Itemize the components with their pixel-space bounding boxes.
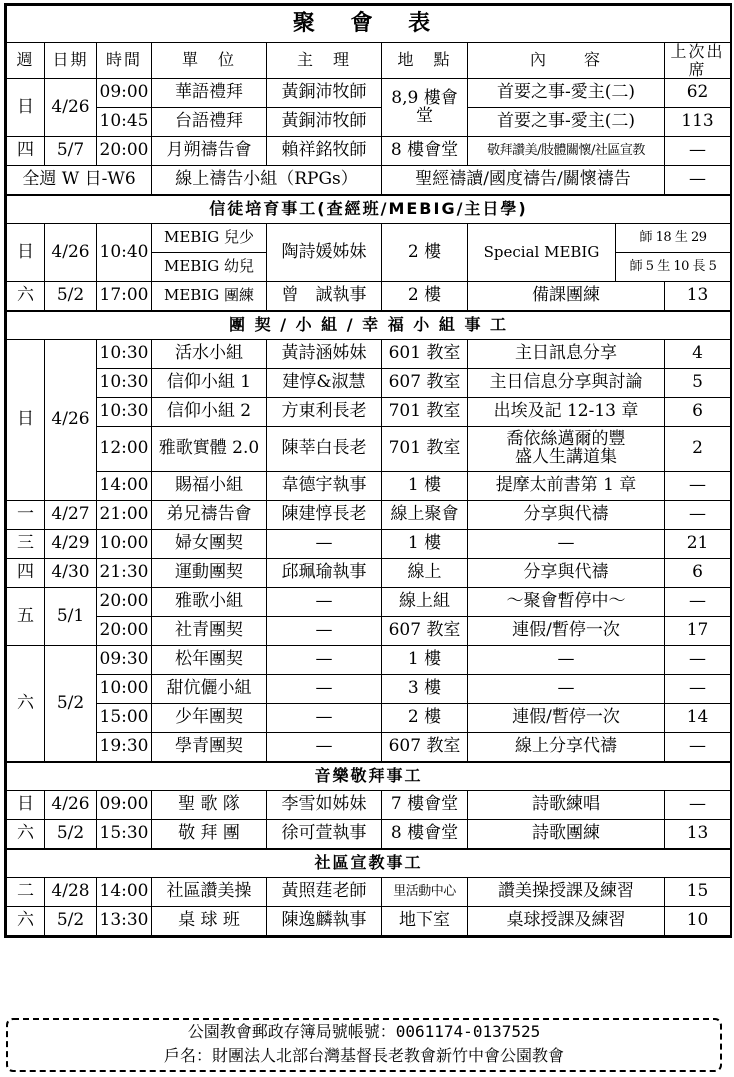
day-cell: 六 (7, 820, 45, 849)
attendance-cell: — (665, 501, 731, 530)
host-cell: 建惇&淑慧 (267, 369, 382, 398)
place-cell: 線上組 (382, 588, 468, 617)
table-row (7, 398, 731, 427)
attendance-cell: 師 18 生 29 (616, 224, 731, 253)
place-cell: 線上 (382, 559, 468, 588)
date-cell: 4/26 (45, 224, 97, 282)
header-host: 主 理 (267, 43, 382, 79)
table-row (7, 617, 731, 646)
content-cell: 詩歌團練 (468, 820, 665, 849)
content-cell: 連假/暫停一次 (468, 617, 665, 646)
attendance-cell: — (665, 137, 731, 166)
table-row (7, 878, 731, 907)
place-cell: 2 樓 (382, 282, 468, 311)
unit-cell: 社區讚美操 (152, 878, 267, 907)
host-cell: 黃銅沛牧師 (267, 79, 382, 108)
attendance-cell: — (665, 472, 731, 501)
unit-cell: 信仰小組 1 (152, 369, 267, 398)
time-cell: 20:00 (97, 588, 152, 617)
day-cell: 日 (7, 340, 45, 501)
attendance-cell: 13 (665, 820, 731, 849)
place-cell: 601 教室 (382, 340, 468, 369)
time-cell: 10:40 (97, 224, 152, 282)
unit-cell: 運動團契 (152, 559, 267, 588)
attendance-cell: 5 (665, 369, 731, 398)
host-cell: 賴祥銘牧師 (267, 137, 382, 166)
account-name-line: 戶名：財團法人北部台灣基督長老教會新竹中會公園教會 (163, 1046, 564, 1065)
time-cell: 17:00 (97, 282, 152, 311)
date-cell: 5/2 (45, 907, 97, 936)
time-cell: 21:00 (97, 501, 152, 530)
host-cell: 陳建惇長老 (267, 501, 382, 530)
table-row (7, 369, 731, 398)
attendance-cell: — (665, 166, 731, 195)
content-cell: 連假/暫停一次 (468, 704, 665, 733)
time-cell: 10:00 (97, 530, 152, 559)
day-cell: 二 (7, 878, 45, 907)
unit-cell: 活水小組 (152, 340, 267, 369)
content-cell: 聖經禱讀/國度禱告/關懷禱告 (382, 166, 665, 195)
content-cell: 分享與代禱 (468, 501, 665, 530)
time-cell: 13:30 (97, 907, 152, 936)
section-heading-community: 社區宣教事工 (7, 849, 731, 878)
content-cell: 敬拜讚美/肢體關懷/社區宣教 (468, 137, 665, 166)
time-cell: 19:30 (97, 733, 152, 762)
time-cell: 09:00 (97, 791, 152, 820)
unit-cell: 婦女團契 (152, 530, 267, 559)
worship-place: 8,9 樓會堂 (382, 79, 468, 137)
unit-cell: 雅歌小組 (152, 588, 267, 617)
place-cell: 3 樓 (382, 675, 468, 704)
place-cell: 2 樓 (382, 224, 468, 282)
content-cell: 出埃及記 12-13 章 (468, 398, 665, 427)
day-cell: 六 (7, 907, 45, 936)
table-row (7, 675, 731, 704)
place-cell: 8 樓會堂 (382, 137, 468, 166)
content-cell: ～聚會暫停中～ (468, 588, 665, 617)
day-cell: 六 (7, 646, 45, 762)
place-cell: 1 樓 (382, 530, 468, 559)
place-cell: 8 樓會堂 (382, 820, 468, 849)
table-row (7, 224, 731, 253)
unit-cell: 台語禮拜 (152, 108, 267, 137)
day-cell: 日 (7, 791, 45, 820)
attendance-cell: 21 (665, 530, 731, 559)
postal-account-line: 公園教會郵政存簿局號帳號：0061174-0137525 (187, 1022, 541, 1041)
time-cell: 14:00 (97, 472, 152, 501)
time-cell: 10:30 (97, 369, 152, 398)
attendance-cell: — (665, 588, 731, 617)
attendance-cell: — (665, 791, 731, 820)
table-row (7, 733, 731, 762)
content-cell: 首要之事-愛主(二) (468, 79, 665, 108)
host-cell: 陶詩媛姊妹 (267, 224, 382, 282)
place-cell: 701 教室 (382, 427, 468, 472)
host-cell: — (267, 617, 382, 646)
content-cell: 主日訊息分享 (468, 340, 665, 369)
content-cell: 詩歌練唱 (468, 791, 665, 820)
date-cell: 5/7 (45, 137, 97, 166)
time-cell: 20:00 (97, 617, 152, 646)
table-row (7, 340, 731, 369)
unit-cell: 甜伉儷小組 (152, 675, 267, 704)
place-cell: 607 教室 (382, 369, 468, 398)
place-cell: 1 樓 (382, 646, 468, 675)
table-row (7, 427, 731, 472)
place-cell: 線上聚會 (382, 501, 468, 530)
host-cell: — (267, 646, 382, 675)
time-cell: 20:00 (97, 137, 152, 166)
place-cell: 1 樓 (382, 472, 468, 501)
unit-cell: 華語禮拜 (152, 79, 267, 108)
date-cell: 4/28 (45, 878, 97, 907)
time-cell: 10:30 (97, 340, 152, 369)
table-row (7, 472, 731, 501)
day-cell: 一 (7, 501, 45, 530)
table-row (7, 137, 731, 166)
attendance-cell: 13 (665, 282, 731, 311)
unit-cell: 月朔禱告會 (152, 137, 267, 166)
content-cell: 桌球授課及練習 (468, 907, 665, 936)
table-row (7, 79, 731, 108)
date-cell: 4/29 (45, 530, 97, 559)
attendance-cell: — (665, 646, 731, 675)
schedule-title: 聚 會 表 (7, 6, 731, 43)
host-cell: 韋德宇執事 (267, 472, 382, 501)
header-content: 內 容 (468, 43, 665, 79)
attendance-cell: 113 (665, 108, 731, 137)
unit-cell: 學青團契 (152, 733, 267, 762)
table-row (7, 646, 731, 675)
unit-cell: MEBIG 團練 (152, 282, 267, 311)
content-cell: — (468, 675, 665, 704)
day-cell: 四 (7, 559, 45, 588)
header-week: 週 (7, 43, 45, 79)
table-row (7, 166, 731, 195)
table-row (7, 704, 731, 733)
table-row (7, 791, 731, 820)
host-cell: — (267, 588, 382, 617)
unit-cell: 松年團契 (152, 646, 267, 675)
unit-cell: 聖 歌 隊 (152, 791, 267, 820)
place-cell: 607 教室 (382, 617, 468, 646)
unit-cell: 雅歌實體 2.0 (152, 427, 267, 472)
unit-cell: 信仰小組 2 (152, 398, 267, 427)
content-cell: 喬依絲邁爾的豐盛人生講道集 (468, 427, 665, 472)
day-cell: 五 (7, 588, 45, 646)
header-place: 地 點 (382, 43, 468, 79)
header-unit: 單 位 (152, 43, 267, 79)
date-cell: 5/2 (45, 646, 97, 762)
host-cell: 陳逸麟執事 (267, 907, 382, 936)
time-cell: 10:00 (97, 675, 152, 704)
header-time: 時間 (97, 43, 152, 79)
unit-cell: 敬 拜 團 (152, 820, 267, 849)
unit-cell: MEBIG 幼兒 (152, 253, 267, 282)
content-cell: 分享與代禱 (468, 559, 665, 588)
date-cell: 5/2 (45, 282, 97, 311)
table-row (7, 559, 731, 588)
host-cell: 黃銅沛牧師 (267, 108, 382, 137)
host-cell: — (267, 530, 382, 559)
host-cell: — (267, 675, 382, 704)
content-cell: 提摩太前書第 1 章 (468, 472, 665, 501)
day-cell: 三 (7, 530, 45, 559)
unit-cell: 桌 球 班 (152, 907, 267, 936)
online-prayer-week-range: 全週 W 日-W6 (7, 166, 152, 195)
section-heading-music: 音樂敬拜事工 (7, 762, 731, 791)
place-cell: 2 樓 (382, 704, 468, 733)
date-cell: 5/1 (45, 588, 97, 646)
attendance-cell: — (665, 675, 731, 704)
unit-cell: 弟兄禱告會 (152, 501, 267, 530)
content-cell: — (468, 530, 665, 559)
table-row (7, 282, 731, 311)
time-cell: 12:00 (97, 427, 152, 472)
content-cell: 線上分享代禱 (468, 733, 665, 762)
date-cell: 4/26 (45, 791, 97, 820)
content-cell: Special MEBIG (468, 224, 616, 282)
date-cell: 4/30 (45, 559, 97, 588)
host-cell: 徐可萱執事 (267, 820, 382, 849)
meeting-schedule-table (6, 5, 731, 936)
donation-footer (6, 1018, 722, 1072)
host-cell: 李雪如姊妹 (267, 791, 382, 820)
attendance-cell: — (665, 733, 731, 762)
attendance-cell: 17 (665, 617, 731, 646)
date-cell: 4/27 (45, 501, 97, 530)
content-cell: — (468, 646, 665, 675)
header-row (7, 43, 731, 79)
time-cell: 09:30 (97, 646, 152, 675)
time-cell: 09:00 (97, 79, 152, 108)
unit-cell: MEBIG 兒少 (152, 224, 267, 253)
attendance-cell: 師 5 生 10 長 5 (616, 253, 731, 282)
meeting-schedule-sheet (4, 3, 732, 938)
host-cell: — (267, 704, 382, 733)
place-cell: 地下室 (382, 907, 468, 936)
unit-cell: 線上禱告小組（RPGs） (152, 166, 382, 195)
attendance-cell: 62 (665, 79, 731, 108)
content-cell: 讚美操授課及練習 (468, 878, 665, 907)
attendance-cell: 2 (665, 427, 731, 472)
content-cell: 備課團練 (468, 282, 665, 311)
place-cell: 701 教室 (382, 398, 468, 427)
content-cell: 主日信息分享與討論 (468, 369, 665, 398)
unit-cell: 賜福小組 (152, 472, 267, 501)
date-cell: 4/26 (45, 340, 97, 501)
host-cell: 邱珮瑜執事 (267, 559, 382, 588)
host-cell: 曾 誠執事 (267, 282, 382, 311)
date-cell: 5/2 (45, 820, 97, 849)
place-cell: 里活動中心 (382, 878, 468, 907)
time-cell: 15:30 (97, 820, 152, 849)
table-row (7, 588, 731, 617)
time-cell: 10:45 (97, 108, 152, 137)
table-row (7, 108, 731, 137)
day-cell: 四 (7, 137, 45, 166)
host-cell: 黃詩涵姊妹 (267, 340, 382, 369)
day-cell: 日 (7, 224, 45, 282)
section-heading-education: 信徒培育事工(查經班/MEBIG/主日學) (7, 195, 731, 224)
worship-date: 4/26 (45, 79, 97, 137)
time-cell: 14:00 (97, 878, 152, 907)
place-cell: 607 教室 (382, 733, 468, 762)
host-cell: 方東利長老 (267, 398, 382, 427)
section-heading-fellowship: 團 契 / 小 組 / 幸 福 小 組 事 工 (7, 311, 731, 340)
host-cell: 陳莘白長老 (267, 427, 382, 472)
table-row (7, 530, 731, 559)
unit-cell: 社青團契 (152, 617, 267, 646)
time-cell: 15:00 (97, 704, 152, 733)
attendance-cell: 6 (665, 398, 731, 427)
attendance-cell: 6 (665, 559, 731, 588)
table-row (7, 501, 731, 530)
attendance-cell: 4 (665, 340, 731, 369)
day-cell: 六 (7, 282, 45, 311)
table-row (7, 820, 731, 849)
host-cell: 黃照莛老師 (267, 878, 382, 907)
place-cell: 7 樓會堂 (382, 791, 468, 820)
worship-day: 日 (7, 79, 45, 137)
attendance-cell: 14 (665, 704, 731, 733)
time-cell: 21:30 (97, 559, 152, 588)
time-cell: 10:30 (97, 398, 152, 427)
content-cell: 首要之事-愛主(二) (468, 108, 665, 137)
table-row (7, 907, 731, 936)
host-cell: — (267, 733, 382, 762)
header-last-attendance: 上次出席 (665, 43, 731, 79)
unit-cell: 少年團契 (152, 704, 267, 733)
attendance-cell: 15 (665, 878, 731, 907)
attendance-cell: 10 (665, 907, 731, 936)
header-date: 日期 (45, 43, 97, 79)
